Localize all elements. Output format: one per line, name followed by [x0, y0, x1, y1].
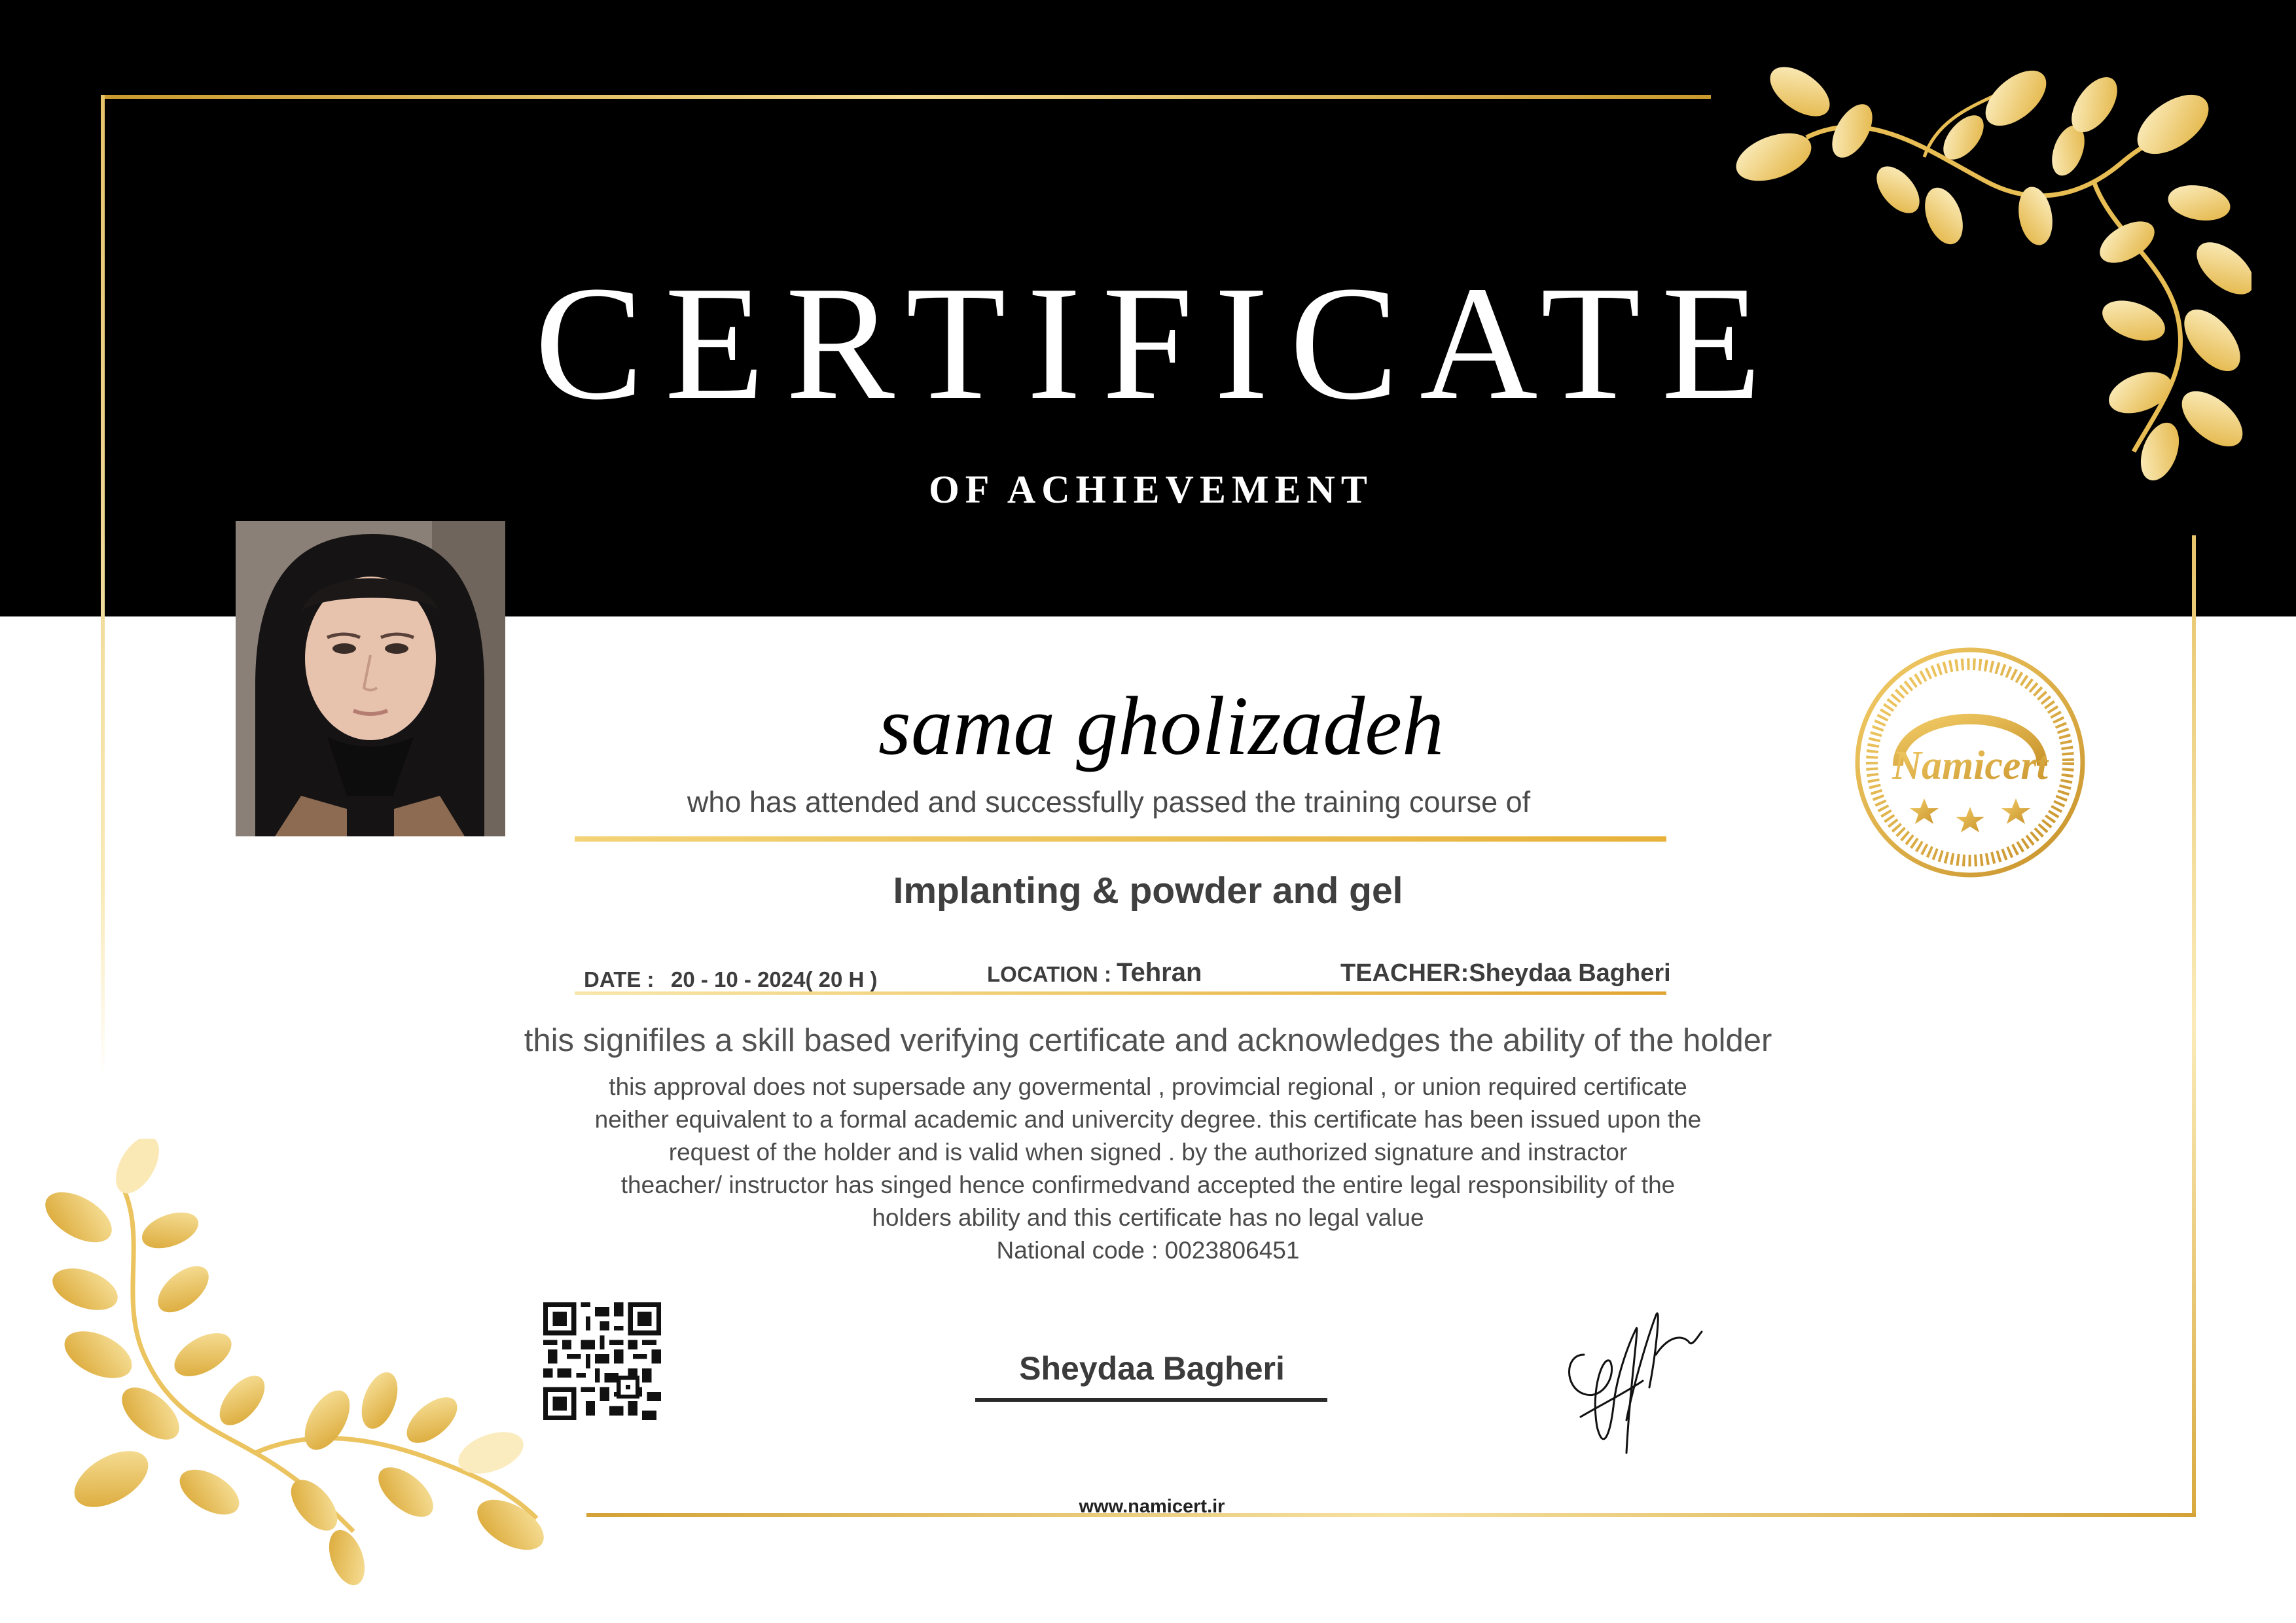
gold-leaf-vine-icon [39, 1139, 563, 1597]
certificate-title: CERTIFICATE [534, 253, 1783, 434]
date-label: DATE : [584, 967, 655, 991]
website-link[interactable]: www.namicert.ir [1079, 1496, 1225, 1517]
disclaimer-line: request of the holder and is valid when signed . by the authorized signature and instractor [668, 1139, 1628, 1166]
namicert-seal-icon [1852, 645, 2088, 880]
seal-brand: Namicert [1892, 743, 2048, 788]
teacher-line: TEACHER:Sheydaa Bagheri [1340, 959, 1671, 987]
frame-top-line [101, 95, 1711, 99]
location-value: Tehran [1117, 958, 1202, 987]
qr-code-icon[interactable] [543, 1302, 661, 1420]
recipient-name: sama gholizadeh [878, 679, 1444, 772]
info-underline [575, 991, 1666, 995]
handwritten-signature-icon [1558, 1257, 1715, 1466]
disclaimer-paragraph [559, 1071, 1737, 1267]
signifies-line: this signifiles a skill based verifying certificate and acknowledges the ability of the holder [524, 1023, 1772, 1058]
disclaimer-line: holders ability and this certificate has no legal value [872, 1204, 1424, 1231]
date-value: 20 - 10 - 2024( 20 H ) [671, 967, 878, 991]
disclaimer-line: theacher/ instructor has singed hence confirmedvand accepted the entire legal responsibility of the [620, 1171, 1676, 1198]
location-label: LOCATION : [987, 962, 1112, 986]
certificate-subtitle: OF ACHIEVEMENT [929, 468, 1373, 511]
signatory-name: Sheydaa Bagheri [1019, 1350, 1285, 1387]
course-name: Implanting & powder and gel [893, 870, 1403, 912]
recipient-photo [236, 521, 505, 836]
frame-left-line [101, 95, 105, 1079]
name-underline [575, 836, 1666, 842]
disclaimer-line: neither equivalent to a formal academic and univercity degree. this certificate has been issued upon the [594, 1106, 1702, 1133]
frame-bottom-line [586, 1513, 2196, 1517]
disclaimer-line: this approval does not supersade any govermental , provimcial regional , or union required certificate [609, 1073, 1687, 1100]
attended-line: who has attended and successfully passed the training course of [687, 785, 1531, 819]
national-code: National code : 0023806451 [996, 1237, 1300, 1264]
signature-line [975, 1398, 1327, 1402]
